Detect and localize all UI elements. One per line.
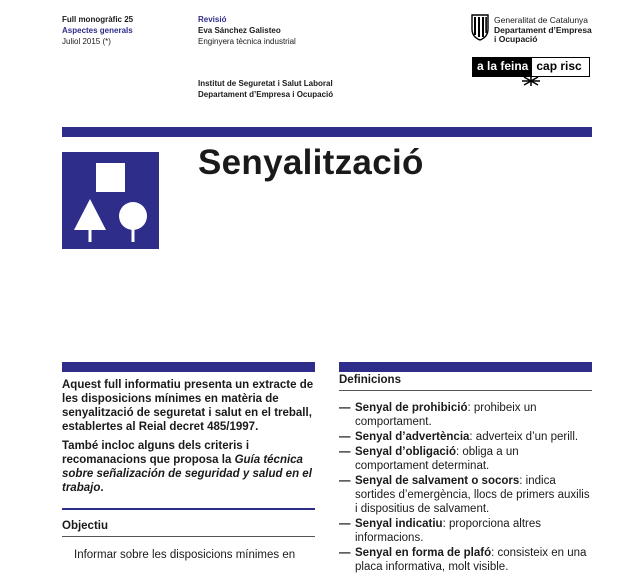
definition-term: Senyal d’advertència [355, 431, 470, 443]
top-divider-bar [62, 127, 592, 137]
definition-item [345, 474, 592, 516]
institute-name: Institut de Seguretat i Salut Laboral [198, 79, 333, 88]
right-column-bar [339, 362, 592, 372]
definition-item [345, 517, 592, 545]
intro-p2-text: També incloc alguns dels criteris i recomanacions que proposa la [62, 440, 250, 466]
review-label: Revisió [198, 15, 227, 24]
objectiu-underline [62, 536, 315, 537]
objectiu-text: Informar sobre les disposicions mínimes en [74, 549, 296, 561]
intro-p2-end: . [100, 482, 104, 494]
date-label: Juliol 2015 (*) [62, 37, 111, 46]
page-title: Senyalització [198, 143, 424, 182]
definitions-list [345, 401, 592, 575]
definition-desc: : proporciona altres informacions. [355, 518, 542, 544]
gencat-line2: Departament d’Empresa [494, 25, 592, 35]
definition-desc: : consisteix en una placa informativa, molt visible. [355, 547, 587, 573]
intro-paragraph-2 [62, 439, 318, 495]
definition-term: Senyal d’obligació [355, 446, 456, 458]
definition-term: Senyal de salvament o socors [355, 475, 520, 487]
objectiu-divider [62, 508, 315, 510]
definition-item [345, 445, 592, 473]
guide-title: Guía técnica sobre señalización de seguridad y salud en el trabajo [62, 454, 312, 494]
gencat-line3: i Ocupació [494, 34, 538, 44]
sunburst-icon [520, 74, 542, 86]
gencat-shield-icon [471, 13, 489, 41]
definicions-underline [339, 390, 592, 391]
definition-desc: : prohibeix un comportament. [355, 402, 537, 428]
definicions-heading: Definicions [339, 374, 401, 386]
campaign-logo-part2: cap risc [536, 59, 582, 73]
definition-desc: : indica sortides d’emergència, llocs de primers auxilis i dispositius de salvament. [355, 475, 590, 515]
campaign-logo-part1: a la feina [473, 58, 532, 76]
category-label: Aspectes generals [62, 26, 133, 35]
definition-term: Senyal de prohibició [355, 402, 468, 414]
signal-shapes-icon [62, 152, 159, 249]
series-label: Full monogràfic 25 [62, 15, 134, 24]
definition-item [345, 401, 592, 429]
definition-desc: : obliga a un comportament determinat. [355, 446, 519, 472]
reviewer-name: Eva Sánchez Galisteo [198, 26, 281, 35]
definition-term: Senyal en forma de plafó [355, 547, 492, 559]
definition-item [345, 546, 592, 574]
definition-item [345, 430, 592, 444]
definition-desc: : adverteix d’un perill. [469, 431, 579, 443]
intro-paragraph-1: Aquest full informatiu presenta un extracte de les disposicions mínimes en matèria de senyalització de seguretat i salut en el treball, establertes al Reial decret 485/1997. [62, 379, 314, 433]
department-name: Departament d’Empresa i Ocupació [198, 90, 334, 99]
objectiu-heading: Objectiu [62, 520, 109, 532]
gencat-line1: Generalitat de Catalunya [494, 15, 589, 25]
left-column-bar [62, 362, 315, 372]
definition-term: Senyal indicatiu [355, 518, 443, 530]
reviewer-role: Enginyera tècnica industrial [198, 37, 296, 46]
